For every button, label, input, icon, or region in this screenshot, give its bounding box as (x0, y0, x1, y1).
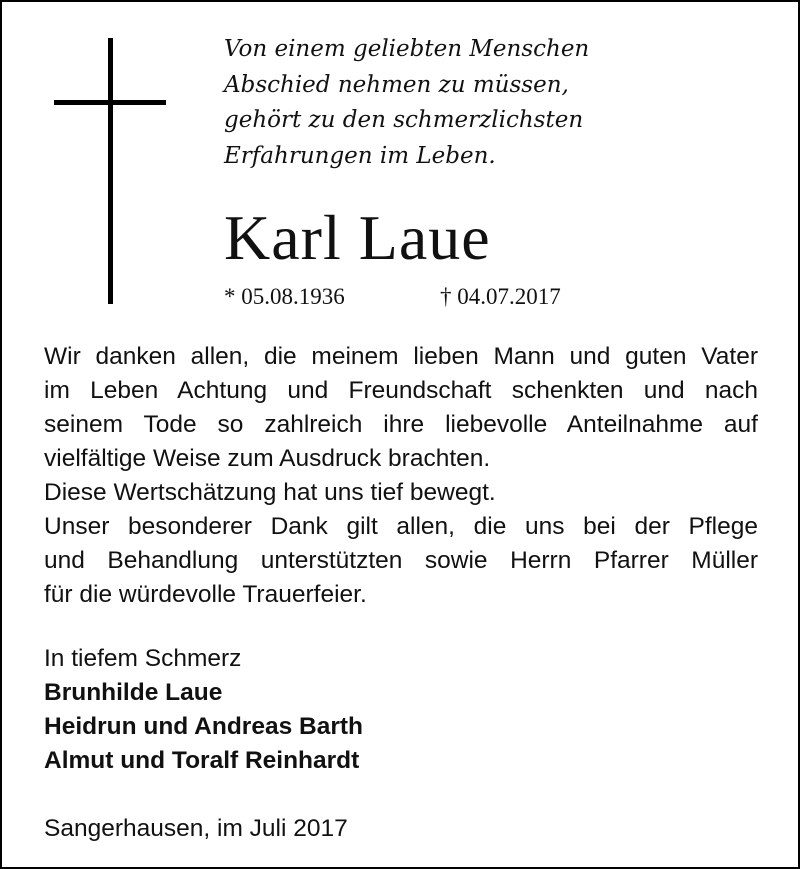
cross-horizontal-bar (54, 100, 166, 105)
death-date: † 04.07.2017 (440, 284, 561, 309)
deceased-name: Karl Laue (224, 202, 491, 273)
message-line: Unser besonderer Dank gilt allen, die uns bei der Pflege (44, 513, 758, 540)
message-line: vielfältige Weise zum Ausdruck brachten. (44, 445, 491, 472)
quote-line: Von einem geliebten Menschen (224, 36, 590, 62)
cross-vertical-bar (108, 38, 113, 304)
quote-line: Abschied nehmen zu müssen, (224, 71, 569, 98)
life-dates (224, 282, 561, 312)
message-line: und Behandlung unterstützten sowie Herrn Pfarrer Müller (44, 547, 758, 574)
message-line: für die würdevolle Trauerfeier. (44, 581, 367, 608)
message-line: seinem Tode so zahlreich ihre liebevolle Anteilnahme auf (44, 411, 758, 438)
message-line: Wir danken allen, die meinem lieben Mann und guten Vater (44, 343, 758, 370)
message-line: im Leben Achtung und Freundschaft schenkten und nach (44, 377, 758, 404)
mourners-block (44, 642, 363, 778)
message-line: Diese Wertschätzung hat uns tief bewegt. (44, 479, 496, 506)
quote-line: Erfahrungen im Leben. (224, 142, 496, 169)
signoff-intro: In tiefem Schmerz (44, 645, 242, 672)
birth-date: * 05.08.1936 (224, 284, 345, 309)
quote-line: gehört zu den schmerzlichsten (224, 107, 584, 133)
memorial-quote (224, 32, 589, 174)
mourner-name: Brunhilde Laue (44, 679, 223, 706)
place-and-date: Sangerhausen, im Juli 2017 (44, 815, 348, 842)
mourner-name: Heidrun und Andreas Barth (44, 713, 363, 740)
mourner-name: Almut und Toralf Reinhardt (44, 747, 360, 774)
thank-you-message (44, 340, 758, 612)
